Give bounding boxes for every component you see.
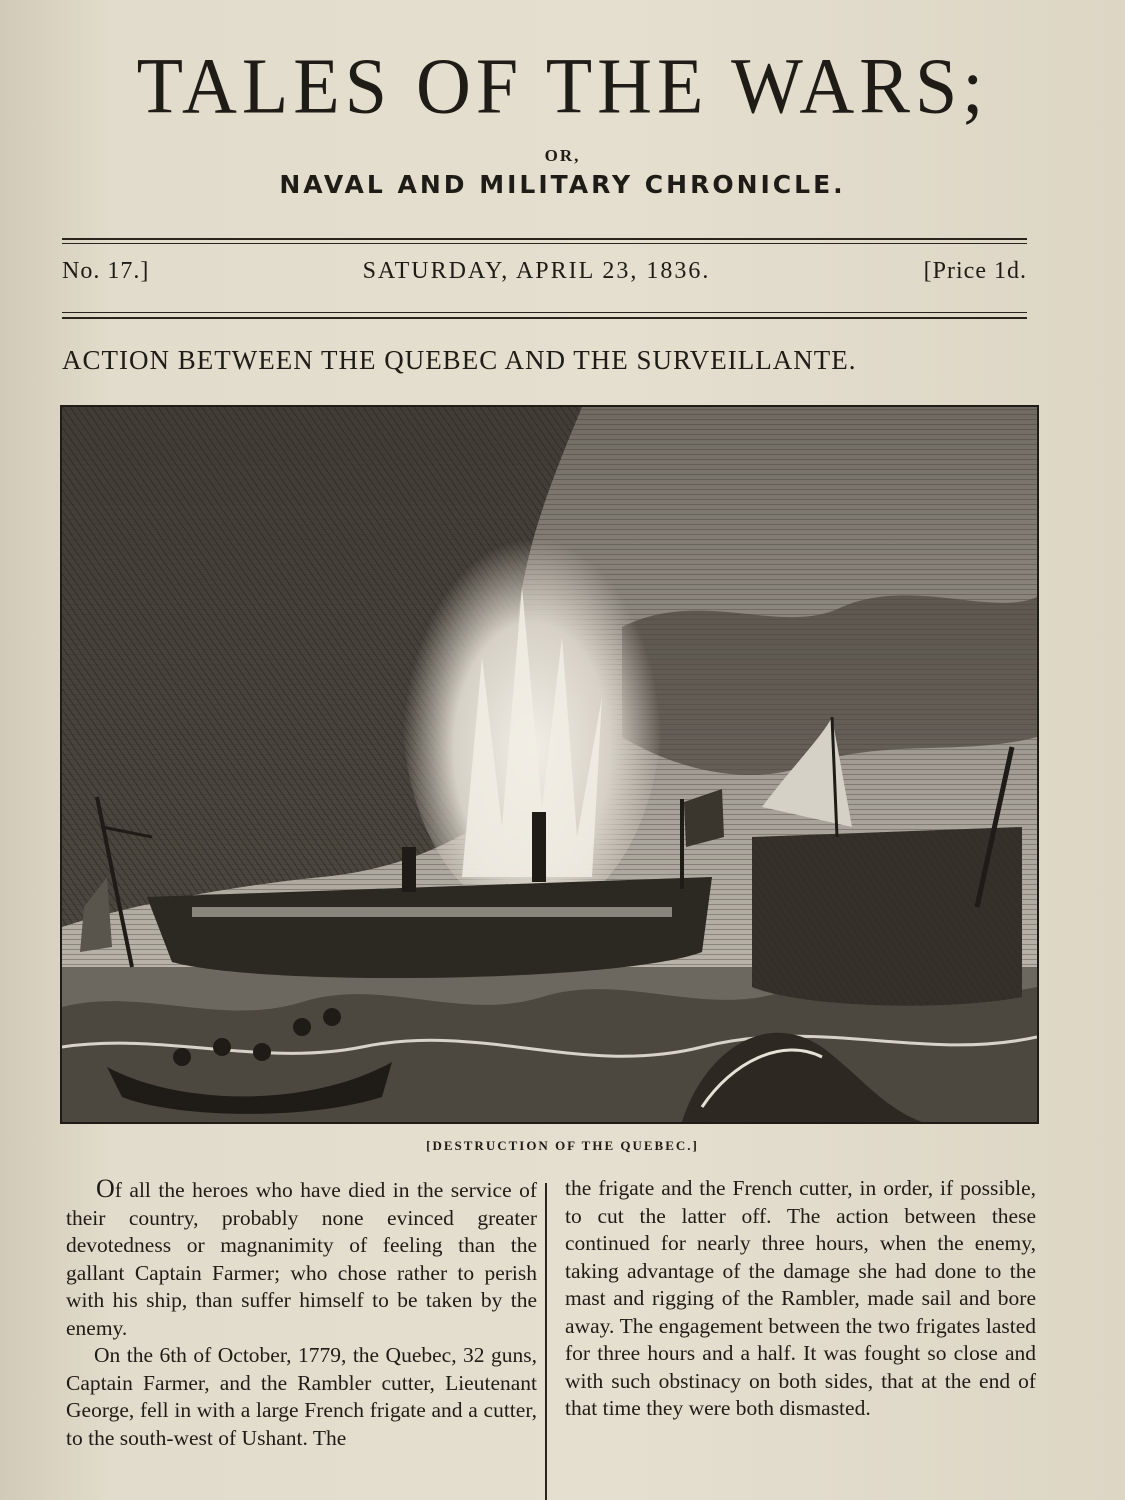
column-divider xyxy=(545,1183,547,1500)
masthead xyxy=(0,41,1125,199)
paragraph: the frigate and the French cutter, in order, if possible, to cut the latter off. The action between these continued for nearly three hours, when the enemy, taking advantage of the damage she had done to the mast and rigging of the Rambler, made sail and bore away. The engagement between the two frigates lasted for three hours and a half. It was fought so close and with such obstinacy on both sides, that at the end of that time they were both dismasted. xyxy=(565,1176,1036,1420)
bottom-double-rule-thin xyxy=(62,312,1027,313)
issue-date: SATURDAY, APRIL 23, 1836. xyxy=(362,258,711,284)
title-conjunction: OR, xyxy=(544,146,581,165)
article-headline: ACTION BETWEEN THE QUEBEC AND THE SURVEILLANTE. xyxy=(62,345,857,375)
article-right-column xyxy=(553,1175,1036,1500)
article-left-column xyxy=(66,1175,537,1500)
top-double-rule xyxy=(62,238,1027,240)
paragraph: On the 6th of October, 1779, the Quebec, 32 guns, Captain Farmer, and the Rambler cutter, Lieutenant George, fell in with a large French frigate and a cutter, to the south-west of Ushant. The xyxy=(66,1343,537,1450)
top-double-rule-thin xyxy=(62,243,1027,244)
dateline xyxy=(62,258,1027,285)
paragraph: Of all the heroes who have died in the service of their country, probably none evinced greater devotedness or magnanimity of feeling than the gallant Captain Farmer; who chose rather to perish with his ship, than suffer himself to be taken by the enemy. xyxy=(66,1175,537,1340)
bottom-double-rule xyxy=(62,317,1027,319)
publication-subtitle: NAVAL AND MILITARY CHRONICLE. xyxy=(279,170,846,199)
engraving-illustration xyxy=(60,405,1039,1124)
article-body xyxy=(66,1175,1036,1500)
publication-title: TALES OF THE WARS; xyxy=(136,41,989,131)
issue-price: [Price 1d. xyxy=(923,258,1027,284)
issue-number: No. 17.] xyxy=(62,258,150,284)
illustration-caption: [DESTRUCTION OF THE QUEBEC.] xyxy=(426,1138,699,1153)
